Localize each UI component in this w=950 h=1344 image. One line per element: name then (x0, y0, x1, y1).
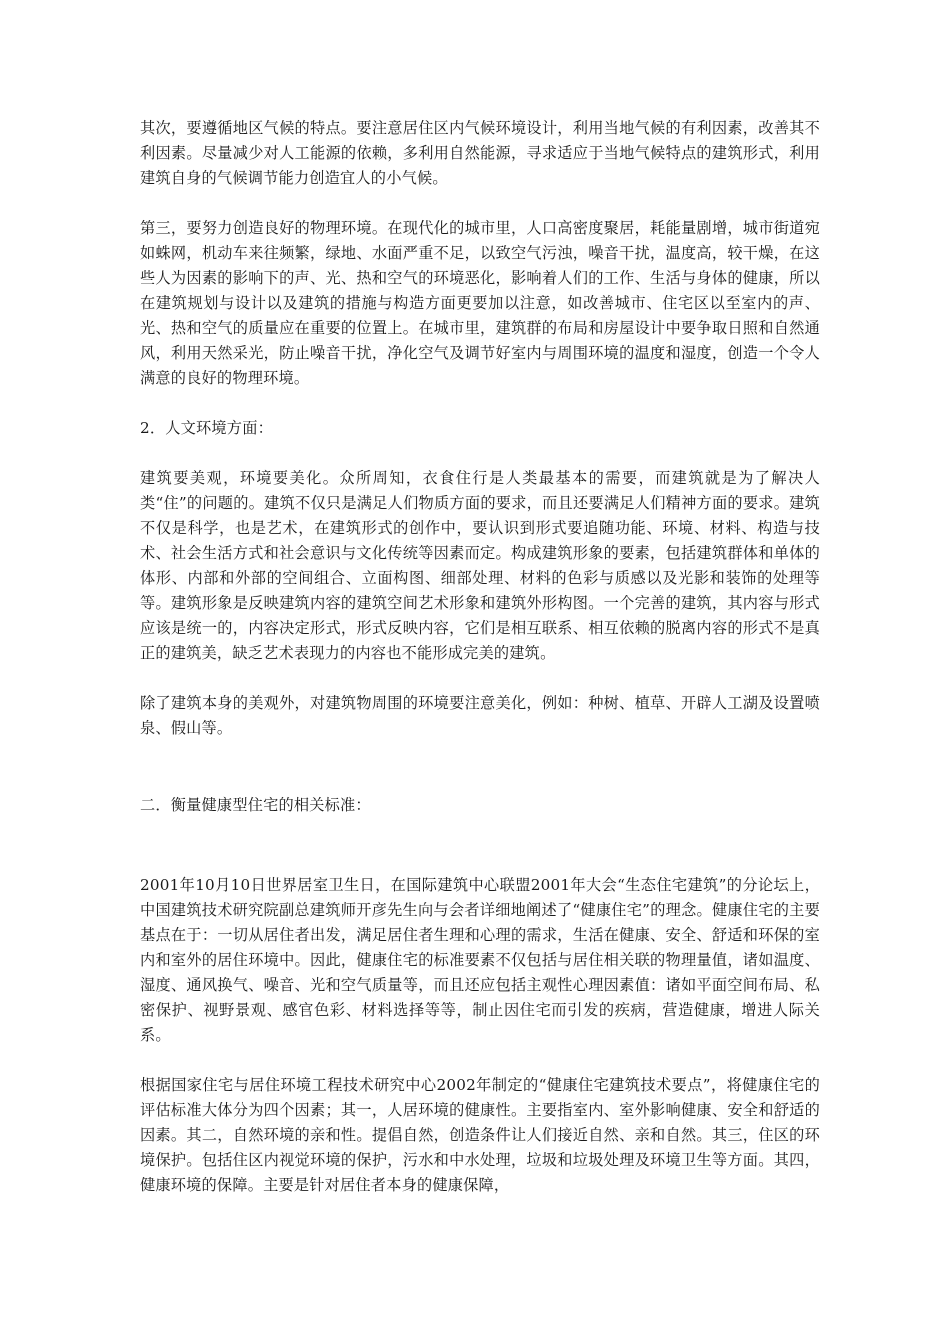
paragraph-spacer (140, 441, 820, 466)
paragraph-spacer (140, 191, 820, 216)
paragraph-architecture-aesthetics: 建筑要美观，环境要美化。众所周知，衣食住行是人类最基本的需要，而建筑就是为了解决人类“住”的问题的。建筑不仅只是满足人们物质方面的要求，而且还要满足人们精神方面的要求。建筑不仅是科学，也是艺术，在建筑形式的创作中，要认识到形式要追随功能、环境、材料、构造与技术、社会生活方式和社会意识与文化传统等因素而定。构成建筑形象的要素，包括建筑群体和单体的体形、内部和外部的空间组合、立面构图、细部处理、材料的色彩与质感以及光影和装饰的处理等等。建筑形象是反映建筑内容的建筑空间艺术形象和建筑外形构图。一个完善的建筑，其内容与形式应该是统一的，内容决定形式，形式反映内容，它们是相互联系、相互依赖的脱离内容的形式不是真正的建筑美，缺乏艺术表现力的内容也不能形成完美的建筑。 (140, 469, 820, 662)
paragraph-spacer (140, 818, 820, 873)
paragraph-spacer (140, 666, 820, 691)
paragraph-healthy-housing-concept: 2001年10月10日世界居室卫生日，在国际建筑中心联盟2001年大会“生态住宅建筑”的分论坛上，中国建筑技术研究院副总建筑师开彦先生向与会者详细地阐述了“健康住宅”的理念。健康住宅的主要基点在于：一切从居住者出发，满足居住者生理和心理的需求，生活在健康、安全、舒适和环保的室内和室外的居住环境中。因此，健康住宅的标准要素不仅包括与居住相关联的物理量值，诸如温度、湿度、通风换气、噪音、光和空气质量等，而且还应包括主观性心理因素值：诸如平面空间布局、私密保护、视野景观、感官色彩、材料选择等等，制止因住宅而引发的疾病，营造健康，增进人际关系。 (140, 876, 820, 1044)
paragraph-physical-environment: 第三，要努力创造良好的物理环境。在现代化的城市里，人口高密度聚居，耗能量剧增，城市街道宛如蛛网，机动车来往频繁，绿地、水面严重不足，以致空气污浊，噪音干扰，温度高，较干燥，在这些人为因素的影响下的声、光、热和空气的环境恶化，影响着人们的工作、生活与身体的健康，所以在建筑规划与设计以及建筑的措施与构造方面更要加以注意，如改善城市、住宅区以至室内的声、光、热和空气的质量应在重要的位置上。在城市里，建筑群的布局和房屋设计中要争取日照和自然通风，利用天然采光，防止噪音干扰，净化空气及调节好室内与周围环境的温度和湿度，创造一个令人满意的良好的物理环境。 (140, 219, 820, 387)
paragraph-climate: 其次，要遵循地区气候的特点。要注意居住区内气候环境设计，利用当地气候的有利因素，改善其不利因素。尽量减少对人工能源的依赖，多利用自然能源，寻求适应于当地气候特点的建筑形式，利用建筑自身的气候调节能力创造宜人的小气候。 (140, 119, 820, 187)
paragraph-surroundings: 除了建筑本身的美观外，对建筑物周围的环境要注意美化，例如：种树、植草、开辟人工湖及设置喷泉、假山等。 (140, 694, 820, 737)
paragraph-evaluation-factors: 根据国家住宅与居住环境工程技术研究中心2002年制定的“健康住宅建筑技术要点”，将健康住宅的评估标准大体分为四个因素；其一，人居环境的健康性。主要指室内、室外影响健康、安全和舒适的因素。其二，自然环境的亲和性。提倡自然，创造条件让人们接近自然、亲和自然。其三，住区的环境保护。包括住区内视觉环境的保护，污水和中水处理，垃圾和垃圾处理及环境卫生等方面。其四，健康环境的保障。主要是针对居住者本身的健康保障， (140, 1076, 820, 1194)
section-heading-humanities: 2．人文环境方面： (140, 419, 273, 437)
paragraph-spacer (140, 741, 820, 793)
document-body (140, 116, 820, 1198)
section-heading-standards: 二．衡量健康型住宅的相关标准： (140, 796, 371, 814)
paragraph-spacer (140, 391, 820, 416)
paragraph-spacer (140, 1048, 820, 1073)
